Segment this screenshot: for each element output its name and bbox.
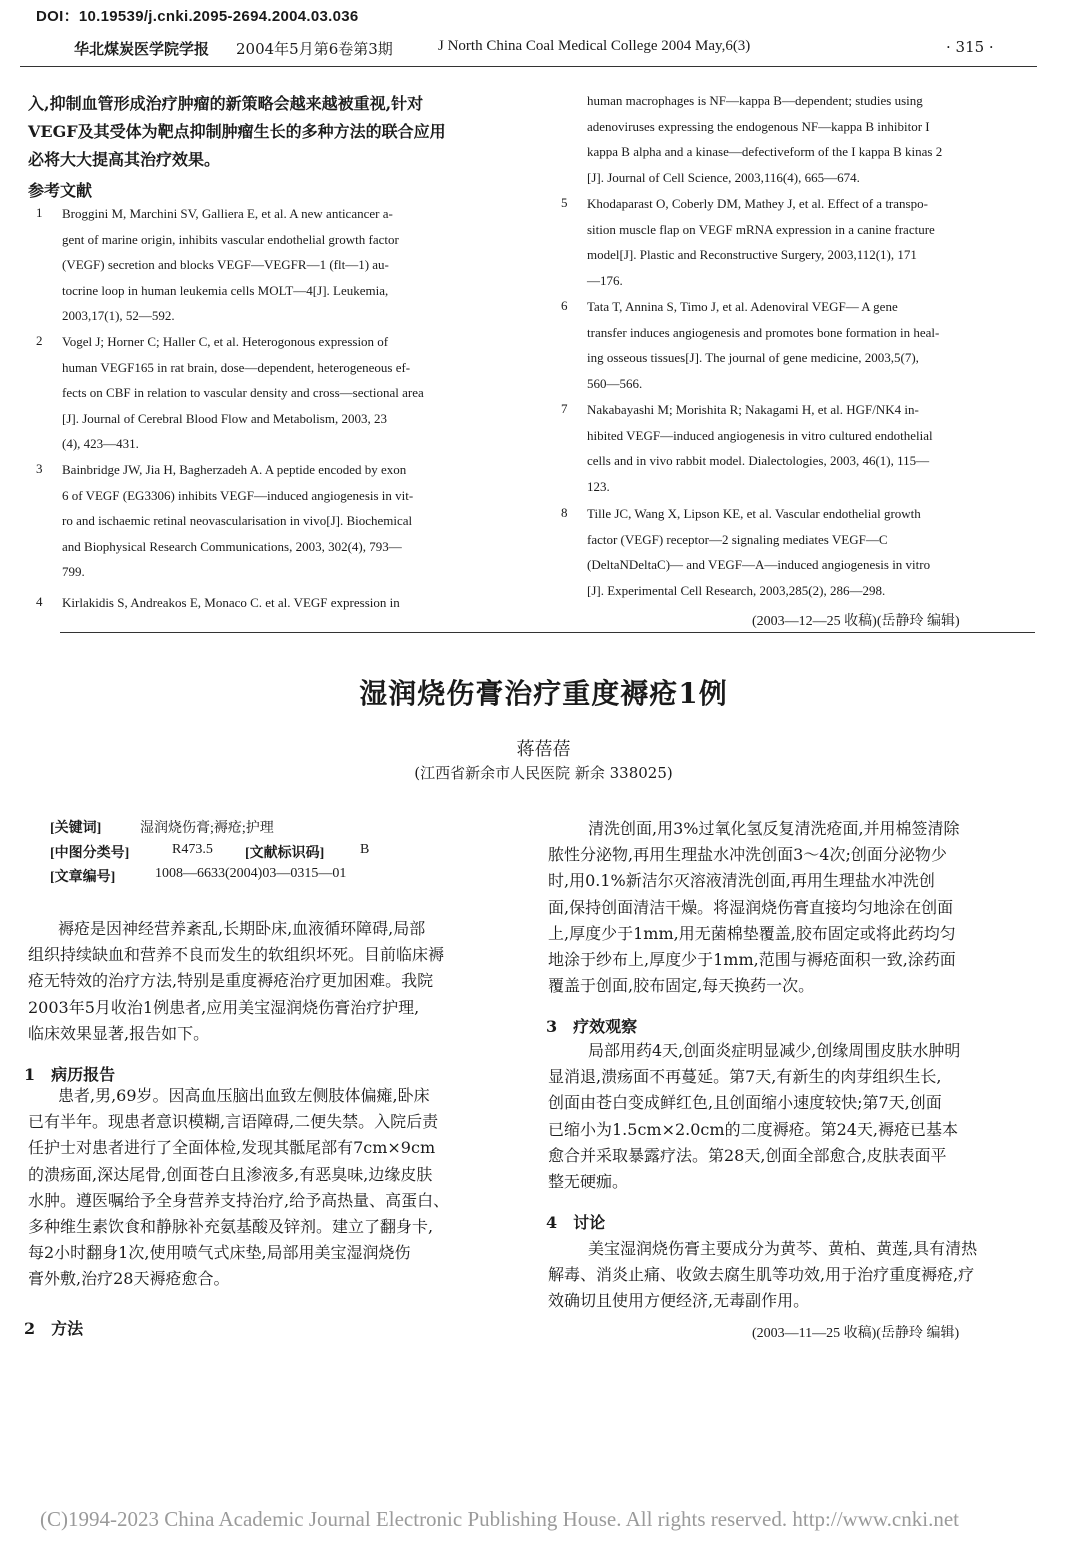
body-line: 必将大大提高其治疗效果。: [28, 150, 221, 169]
body-line: 入,抑制血管形成治疗肿瘤的新策略会越来越被重视,针对: [28, 94, 424, 113]
reference-line: Bainbridge JW, Jia H, Bagherzadeh A. A peptide encoded by exon: [62, 462, 407, 477]
meta-value: R473.5: [172, 842, 213, 857]
reference-number: 5: [561, 195, 568, 210]
reference-line: transfer induces angiogenesis and promotes bone formation in heal-: [587, 324, 940, 340]
reference-line: Tata T, Annina S, Timo J, et al. Adenoviral VEGF— A gene: [587, 299, 898, 314]
body-line: 创面由苍白变成鲜红色,且创面缩小速度较快;第7天,创面: [548, 1093, 942, 1113]
reference-line: Broggini M, Marchini SV, Galliera E, et al. A new anticancer a-: [62, 206, 393, 221]
body-line: 褥疮是因神经营养紊乱,长期卧床,血液循环障碍,局部: [58, 919, 426, 938]
reference-line: hibited VEGF—induced angiogenesis in vitro cultured endothelial: [587, 427, 933, 443]
body-line: 膏外敷,治疗28天褥疮愈合。: [28, 1269, 230, 1289]
body-line: 上,厚度少于1mm,用无菌棉垫覆盖,胶布固定或将此药均匀: [548, 923, 956, 943]
reference-line: human macrophages is NF—kappa B—dependent; studies using: [587, 93, 923, 108]
meta-value: 1008—6633(2004)03—0315—01: [155, 866, 347, 881]
reference-line: 123.: [587, 478, 610, 494]
section-heading: 1 病历报告: [24, 1065, 116, 1084]
article-title: 湿润烧伤膏治疗重度褥疮1例: [359, 677, 728, 710]
body-line: 的溃疡面,深达尾骨,创面苍白且渗液多,有恶臭味,边缘皮肤: [28, 1164, 433, 1184]
received-note: (2003—11—25 收稿)(岳静玲 编辑): [752, 1326, 960, 1341]
reference-line: Kirlakidis S, Andreakos E, Monaco C. et al. VEGF expression in: [62, 595, 400, 610]
body-line: 每2小时翻身1次,使用喷气式床垫,局部用美宝湿润烧伤: [28, 1243, 411, 1263]
copyright-footer: (C)1994-2023 China Academic Journal Electronic Publishing House. All rights reserved. http://www.cnki.net: [40, 1507, 959, 1531]
body-line: 覆盖于创面,胶布固定,每天换药一次。: [548, 976, 815, 996]
journal-name-cn: 华北煤炭医学院学报: [74, 40, 210, 58]
meta-label: [文章编号]: [50, 870, 116, 885]
body-line: 整无硬痂。: [548, 1172, 629, 1191]
body-line: 清洗创面,用3%过氧化氢反复清洗疮面,并用棉签清除: [588, 819, 960, 838]
reference-line: (4), 423—431.: [62, 436, 139, 451]
issue-info-cn: 2004年5月第6卷第3期: [236, 40, 393, 58]
body-line: 显消退,溃疡面不再蔓延。第7天,有新生的肉芽组织生长,: [548, 1067, 942, 1087]
reference-line: fects on CBF in relation to vascular density and cross—sectional area: [62, 385, 424, 400]
reference-line: 2003,17(1), 52—592.: [62, 308, 175, 323]
body-line: 任护士对患者进行了全面体检,发现其骶尾部有7cm×9cm: [28, 1138, 436, 1158]
body-line: 水肿。遵医嘱给予全身营养支持治疗,给予高热量、高蛋白、: [28, 1190, 450, 1210]
section-heading: 2 方法: [24, 1319, 84, 1338]
body-line: VEGF及其受体为靶点抑制肿瘤生长的多种方法的联合应用: [28, 122, 446, 141]
section-heading: 3 疗效观察: [546, 1017, 638, 1036]
reference-line: human VEGF165 in rat brain, dose—dependent, heterogeneous ef-: [62, 359, 411, 375]
body-line: 临床效果显著,报告如下。: [28, 1023, 210, 1043]
reference-line: 560—566.: [587, 375, 643, 391]
received-note: (2003—12—25 收稿)(岳静玲 编辑): [752, 614, 960, 629]
reference-line: Vogel J; Horner C; Haller C, et al. Heterogonous expression of: [62, 334, 389, 349]
body-line: 已有半年。现患者意识模糊,言语障碍,二便失禁。入院后责: [28, 1112, 439, 1132]
reference-line: ing osseous tissues[J]. The journal of gene medicine, 2003,5(7),: [587, 350, 919, 365]
body-line: 脓性分泌物,再用生理盐水冲洗创面3～4次;创面分泌物少: [548, 845, 947, 865]
reference-line: sition muscle flap on VEGF mRNA expression in a canine fracture: [587, 221, 935, 237]
body-line: 面,保持创面清洁干燥。将湿润烧伤膏直接均匀地涂在创面: [548, 897, 954, 917]
body-line: 解毒、消炎止痛、收敛去腐生肌等功效,用于治疗重度褥疮,疗: [548, 1265, 975, 1285]
article-author: 蒋蓓蓓: [516, 739, 571, 760]
doi-line: DOI：10.19539/j.cnki.2095-2694.2004.03.036: [36, 8, 359, 25]
reference-line: cells and in vivo rabbit model. Dialectologies, 2003, 46(1), 115—: [587, 453, 930, 468]
reference-number: 2: [36, 333, 43, 348]
body-line: 组织持续缺血和营养不良而发生的软组织坏死。目前临床褥: [28, 945, 445, 965]
body-line: 已缩小为1.5cm×2.0cm的二度褥疮。第24天,褥疮已基本: [548, 1119, 959, 1139]
meta-value: B: [360, 842, 370, 857]
body-line: 时,用0.1%新洁尔灭溶液清洗创面,再用生理盐水冲洗创: [548, 871, 935, 891]
article-separator-rule: [60, 632, 1035, 633]
body-line: 2003年5月收治1例患者,应用美宝湿润烧伤膏治疗护理,: [28, 997, 420, 1017]
reference-line: [J]. Journal of Cerebral Blood Flow and Metabolism, 2003, 23: [62, 410, 387, 426]
reference-number: 7: [561, 401, 568, 416]
header-rule: [20, 66, 1037, 67]
meta-label: [中图分类号]: [50, 846, 130, 861]
reference-number: 4: [36, 594, 43, 609]
meta-label: [关键词]: [50, 821, 102, 836]
reference-line: adenoviruses expressing the endogenous NF—kappa B inhibitor I: [587, 118, 930, 134]
body-line: 局部用药4天,创面炎症明显减少,创缘周围皮肤水肿明: [588, 1041, 961, 1060]
reference-number: 3: [36, 461, 43, 476]
body-line: 患者,男,69岁。因高血压脑出血致左侧肢体偏瘫,卧床: [58, 1086, 430, 1105]
reference-line: Nakabayashi M; Morishita R; Nakagami H, et al. HGF/NK4 in-: [587, 402, 919, 417]
reference-line: 799.: [62, 564, 85, 579]
body-line: 美宝湿润烧伤膏主要成分为黄芩、黄柏、黄莲,具有清热: [588, 1239, 978, 1258]
reference-line: (DeltaNDeltaC)— and VEGF—A—induced angiogenesis in vitro: [587, 557, 931, 572]
reference-line: model[J]. Plastic and Reconstructive Surgery, 2003,112(1), 171: [587, 247, 917, 262]
reference-line: kappa B alpha and a kinase—defectiveform of the I kappa B kinas 2: [587, 144, 943, 159]
reference-line: 6 of VEGF (EG3306) inhibits VEGF—induced angiogenesis in vit-: [62, 487, 414, 503]
page-number: · 315 ·: [946, 38, 994, 56]
body-line: 效确切且使用方便经济,无毒副作用。: [548, 1291, 810, 1311]
journal-name-en: J North China Coal Medical College 2004 May,6(3): [438, 38, 751, 54]
reference-line: Khodaparast O, Coberly DM, Mathey J, et al. Effect of a transpo-: [587, 196, 928, 211]
article-affiliation: (江西省新余市人民医院 新余 338025): [414, 764, 673, 782]
reference-number: 6: [561, 298, 568, 313]
reference-line: factor (VEGF) receptor—2 signaling mediates VEGF—C: [587, 531, 888, 547]
body-line: 疮无特效的治疗方法,特别是重度褥疮治疗更加困难。我院: [28, 971, 434, 991]
reference-line: [J]. Experimental Cell Research, 2003,285(2), 286—298.: [587, 582, 886, 598]
reference-line: Tille JC, Wang X, Lipson KE, et al. Vascular endothelial growth: [587, 506, 921, 521]
reference-line: (VEGF) secretion and blocks VEGF—VEGFR—1 (flt—1) au-: [62, 257, 389, 272]
body-line: 多种维生素饮食和静脉补充氨基酸及锌剂。建立了翻身卡,: [28, 1217, 434, 1236]
reference-line: —176.: [587, 272, 623, 288]
reference-line: tocrine loop in human leukemia cells MOLT—4[J]. Leukemia,: [62, 282, 389, 298]
meta-value: 湿润烧伤膏;褥疮;护理: [140, 821, 274, 836]
meta-label: [文献标识码]: [245, 846, 325, 861]
references-heading: 参考文献: [28, 181, 93, 200]
body-line: 地涂于纱布上,厚度少于1mm,范围与褥疮面积一致,涂药面: [548, 950, 956, 969]
body-line: 愈合并采取暴露疗法。第28天,创面全部愈合,皮肤表面平: [548, 1145, 947, 1165]
reference-line: ro and ischaemic retinal neovascularisation in vivo[J]. Biochemical: [62, 513, 413, 528]
reference-number: 8: [561, 505, 568, 520]
reference-line: gent of marine origin, inhibits vascular endothelial growth factor: [62, 231, 399, 247]
reference-line: and Biophysical Research Communications, 2003, 302(4), 793—: [62, 538, 402, 554]
reference-line: [J]. Journal of Cell Science, 2003,116(4), 665—674.: [587, 169, 860, 185]
reference-number: 1: [36, 205, 43, 220]
section-heading: 4 讨论: [546, 1213, 606, 1232]
